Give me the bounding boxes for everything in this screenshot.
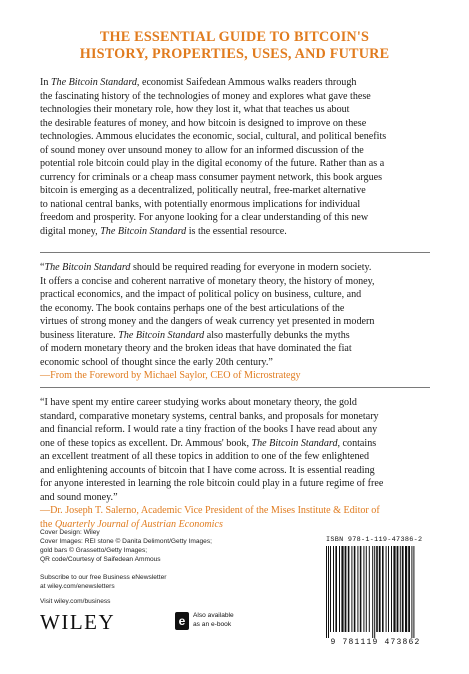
headline-line-2: HISTORY, PROPERTIES, USES, AND FUTURE: [79, 46, 390, 62]
barcode-bar: [363, 546, 364, 632]
barcode-bar: [391, 546, 392, 632]
attribution-salerno: —Dr. Joseph T. Salerno, Academic Vice President of the Mises Institute & Editor of: [40, 505, 380, 517]
cover-credits: Cover Design: Wiley Cover Images: REI stone © Danita Delimont/Getty Images; gold bars © Grassetto/Getty Images; QR code/Courtesy of Saifedean Ammous Subscribe to our free Business eNewsletter at wiley.com/enewsletters Visit wiley.com/business: [40, 528, 260, 606]
wiley-logo: WILEY: [40, 610, 116, 634]
barcode-bar: [339, 546, 340, 632]
headline: [40, 29, 429, 63]
barcode: [322, 546, 429, 638]
barcode-bar: [374, 546, 375, 638]
barcode-bar: [335, 546, 337, 632]
book-description: In The Bitcoin Standard, economist Saifedean Ammous walks readers through the fascinating history of the technologies of money and explores what gave these technologies their monetary role, how they lost it, what that teaches us about the desirable features of money, and how bitcoin is designed to improve on these technologies. Ammous elucidates the economic, social, cultural, and political benefits of sound money over unsound money to allow for an informed discussion of the potential role bitcoin could play in the digital economy of the future. Rather than as a currency for criminals or a cheap mass consumer payment network, this book argues bitcoin is emerging as a decentralized, politically neutral, free-market alternative to national central banks, with potentially enormous implications for individual freedom and prosperity. For anyone looking for a clear understanding of this new digital money, The Bitcoin Standard is the essential resource.: [40, 77, 387, 238]
barcode-bar: [379, 546, 381, 632]
ebook-icon: e: [175, 612, 189, 630]
book-title: The Bitcoin Standard: [118, 329, 205, 341]
barcode-bar: [326, 546, 327, 638]
attribution-saylor: —From the Foreword by Michael Saylor, CEO of Microstrategy: [40, 370, 301, 382]
barcode-bar: [413, 546, 414, 638]
endorsement-quote-2: “I have spent my entire career studying works about monetary theory, the gold standard, comparative monetary systems, central banks, and proposals for monetary and financial reform. I would rate a tiny fraction of the books I have read about any one of these topics as excellent. Dr. Ammous' book, The Bitcoin Standard, contains an excellent treatment of all these topics in addition to one of the few enlightened and enlightening accounts of bitcoin that I have come across. It is essential reading for anyone interested in learning the role bitcoin could play in a future regime of free and sound money.” —Dr. Joseph T. Salerno, Academic Vice President of the Mises Institute & Editor of the Quarterly Journal of Austrian Economics: [40, 396, 433, 531]
barcode-bar: [402, 546, 404, 632]
book-title: The Bitcoin Standard: [100, 226, 187, 238]
barcode-bar: [357, 546, 358, 632]
barcode-bar: [408, 546, 410, 632]
barcode-bar: [351, 546, 352, 632]
barcode-bar: [345, 546, 347, 632]
barcode-bar: [369, 546, 370, 632]
barcode-bar: [354, 546, 356, 632]
barcode-bar: [341, 546, 343, 632]
barcode-bar: [376, 546, 378, 632]
headline-line-1: THE ESSENTIAL GUIDE TO BITCOIN'S: [99, 29, 370, 45]
barcode-digits: 9 781119 473862: [330, 638, 421, 647]
ebook-availability: Also available as an e-book: [193, 612, 234, 628]
barcode-bars: [322, 546, 429, 638]
barcode-bar: [397, 546, 399, 632]
divider: [40, 387, 430, 388]
barcode-bar: [372, 546, 373, 638]
barcode-bar: [386, 546, 387, 632]
book-title: The Bitcoin Standard: [251, 437, 338, 449]
attribution-salerno-2: the Quarterly Journal of Austrian Economics: [40, 518, 223, 530]
barcode-bar: [382, 546, 384, 632]
barcode-bar: [348, 546, 350, 632]
newsletter-text: Subscribe to our free Business eNewsletter: [40, 574, 167, 581]
divider: [40, 252, 430, 253]
barcode-bar: [400, 546, 401, 632]
book-title: The Bitcoin Standard: [44, 262, 131, 273]
barcode-bar: [393, 546, 395, 632]
newsletter-url: at wiley.com/enewsletters: [40, 583, 115, 590]
barcode-bar: [405, 546, 407, 632]
barcode-bar: [333, 546, 334, 632]
barcode-bar: [411, 546, 412, 638]
barcode-bar: [366, 546, 367, 632]
book-title: The Bitcoin Standard: [50, 77, 137, 88]
visit-url: Visit wiley.com/business: [40, 598, 111, 605]
endorsement-quote-1: “The Bitcoin Standard should be required reading for everyone in modern society. It offers a concise and coherent narrative of monetary theory, the history of money, practical economics, and the impact of political policy on business, culture, and the economy. The book contains perhaps one of the best articulations of the virtues of strong money and the dangers of weak currency yet presented in modern business literature. The Bitcoin Standard also masterfully debunks the myths of modern monetary theory and the broken ideas that have dominated the fiat economic school of thought since the early 20th century.” —From the Foreword by Michael Saylor, CEO of Microstrategy: [40, 261, 433, 383]
barcode-bar: [388, 546, 389, 632]
barcode-bar: [360, 546, 362, 632]
barcode-bar: [330, 546, 331, 632]
isbn-label: ISBN 978-1-119-47386-2: [326, 536, 423, 544]
barcode-bar: [328, 546, 329, 638]
